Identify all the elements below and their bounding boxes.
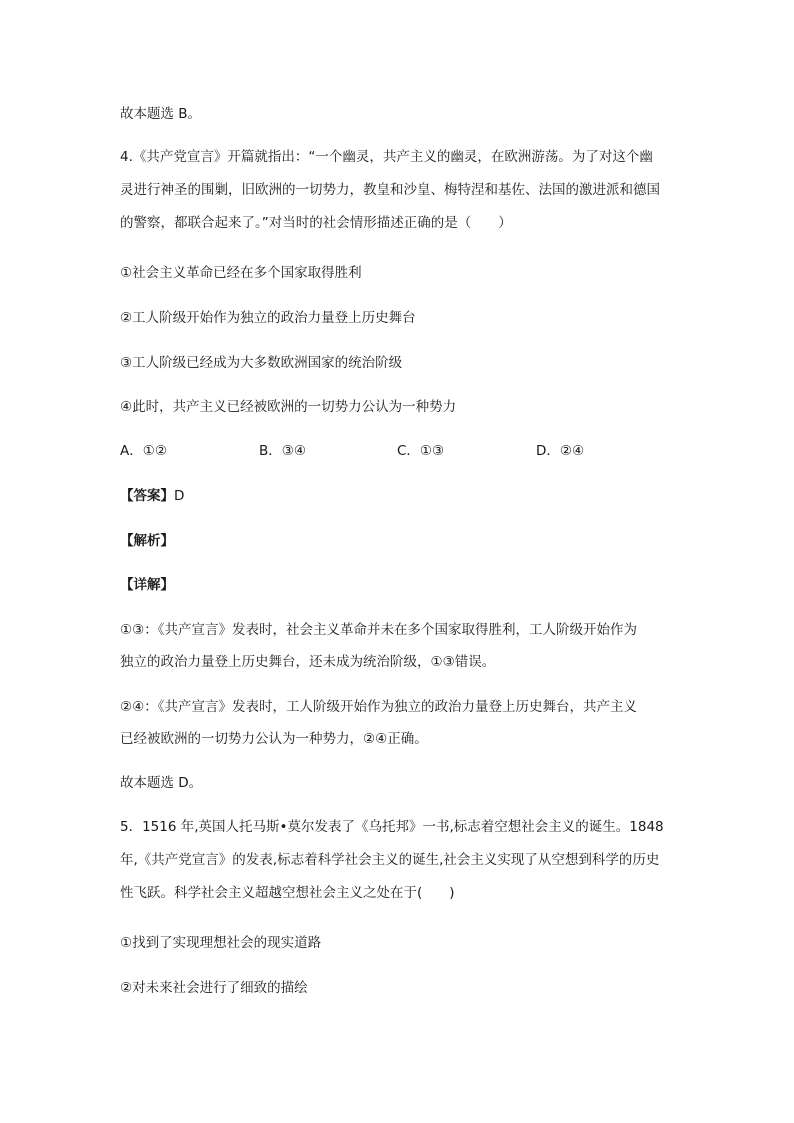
q4-stem-line-2: 灵进行神圣的围剿，旧欧洲的一切势力，教皇和沙皇、梅特涅和基佐、法国的激进派和德国 (120, 182, 660, 198)
q5-statement-2: ②对未来社会进行了细致的描绘 (120, 980, 308, 996)
q4-answer (120, 486, 184, 506)
q4-detail-line-4: 已经被欧洲的一切势力公认为一种势力，②④正确。 (120, 731, 428, 747)
q4-choice-b: B．③④ (259, 443, 306, 459)
q3-conclusion: 故本题选 B。 (120, 106, 202, 122)
q4-statement-4: ④此时，共产主义已经被欧洲的一切势力公认为一种势力 (120, 399, 457, 415)
answer-label: 【答案】 (120, 488, 174, 504)
answer-value: D (174, 488, 185, 504)
q4-choice-d: D．②④ (536, 443, 585, 459)
analysis-label: 【解析】 (120, 533, 174, 549)
q4-statement-3: ③工人阶级已经成为大多数欧洲国家的统治阶级 (120, 355, 403, 371)
q4-detail-line-2: 独立的政治力量登上历史舞台，还未成为统治阶级，①③错误。 (120, 654, 496, 670)
q5-statement-1: ①找到了实现理想社会的现实道路 (120, 935, 322, 951)
q4-stem-line-3: 的警察，都联合起来了。”对当时的社会情形描述正确的是（ ） (120, 215, 512, 231)
q4-choice-a: A．①② (120, 443, 167, 459)
q5-stem-line-3: 性飞跃。科学社会主义超越空想社会主义之处在于( ) (120, 885, 455, 901)
q4-choice-c: C．①③ (397, 443, 445, 459)
q4-statement-2: ②工人阶级开始作为独立的政治力量登上历史舞台 (120, 310, 416, 326)
q4-conclusion: 故本题选 D。 (120, 775, 203, 791)
q4-statement-1: ①社会主义革命已经在多个国家取得胜利 (120, 265, 362, 281)
q4-detail-line-1: ①③：《共产宣言》发表时，社会主义革命并未在多个国家取得胜利，工人阶级开始作为 (120, 622, 637, 638)
q4-detail-line-3: ②④：《共产宣言》发表时，工人阶级开始作为独立的政治力量登上历史舞台，共产主义 (120, 699, 637, 715)
q4-stem-line-1: 4.《共产党宣言》开篇就指出：“一个幽灵，共产主义的幽灵，在欧洲游荡。为了对这个幽 (120, 149, 653, 165)
q5-stem-line-2: 年,《共产党宣言》的发表,标志着科学社会主义的诞生,社会主义实现了从空想到科学的历史 (120, 852, 660, 868)
q5-stem-line-1: 5．1516 年,英国人托马斯•莫尔发表了《乌托邦》一书,标志着空想社会主义的诞生。1848 (120, 819, 664, 835)
detail-label: 【详解】 (120, 577, 174, 593)
